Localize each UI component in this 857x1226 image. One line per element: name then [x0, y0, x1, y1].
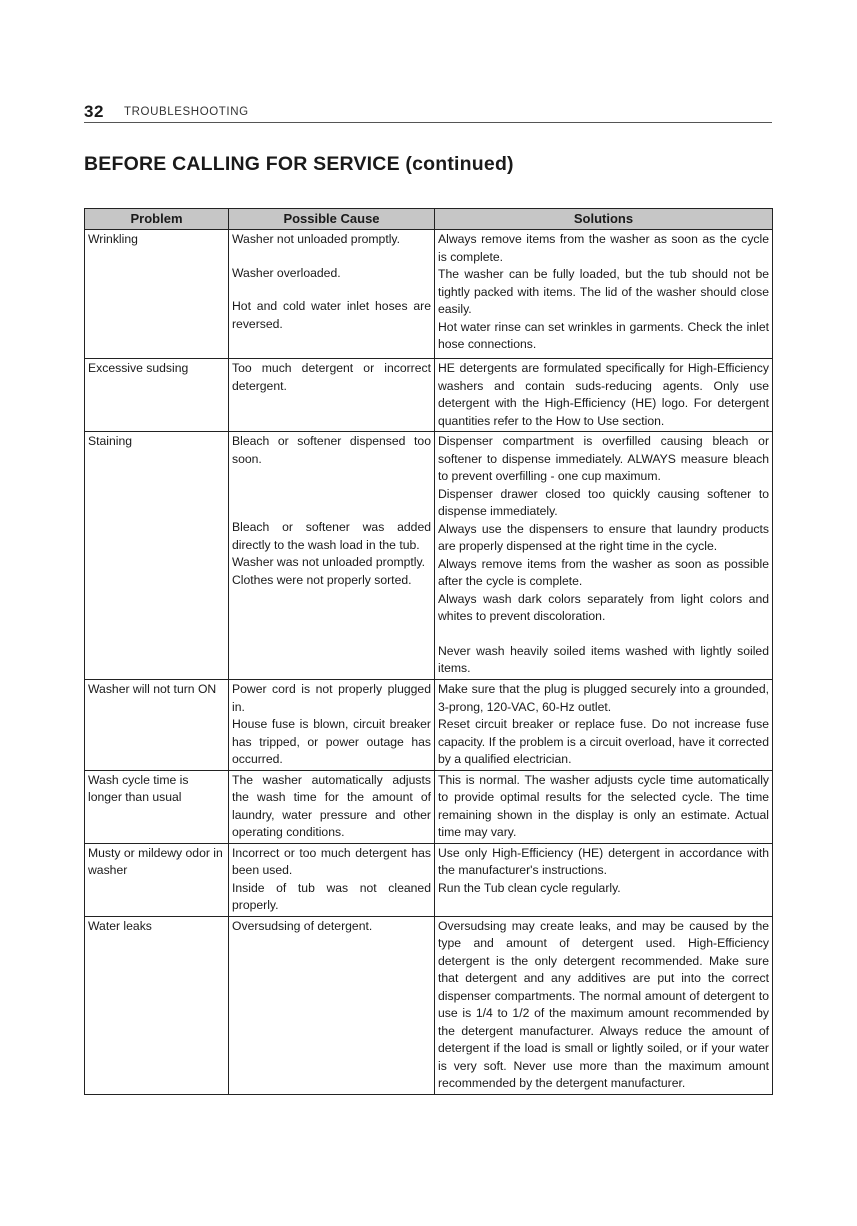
solution-text: Always use the dispensers to ensure that laundry products are properly dispensed at the right time in the cycle. [438, 521, 769, 553]
problem-cell: Wash cycle time is longer than usual [85, 770, 229, 843]
solution-text: Always wash dark colors separately from light colors and whites to prevent discoloration. [438, 591, 769, 623]
cause-text: Incorrect or too much detergent has been used. [232, 845, 431, 877]
cause-text: The washer automatically adjusts the wash time for the amount of laundry, water pressure and other operating conditions. [232, 772, 431, 839]
solution-text: Always remove items from the washer as soon as the cycle is complete. [438, 232, 769, 264]
cause-text: Bleach or softener dispensed too soon. [232, 434, 431, 466]
page-number: 32 [84, 102, 104, 121]
solution-text: Never wash heavily soiled items washed with lightly soiled items. [438, 643, 769, 675]
solution-cell [435, 680, 773, 771]
cause-text: Oversudsing of detergent. [232, 918, 373, 933]
table-row [85, 843, 773, 916]
section-label: TROUBLESHOOTING [124, 106, 249, 118]
cause-cell [229, 843, 435, 916]
table-row [85, 359, 773, 432]
problem-cell: Wrinkling [85, 230, 229, 359]
solution-text: Run the Tub clean cycle regularly. [438, 880, 621, 895]
solution-text: HE detergents are formulated specifically for High-Efficiency washers and contain suds-reducing agents. Only use detergent with the High-Efficiency (HE) logo. For detergent quantities refer to the How to Use section. [438, 361, 769, 428]
solution-text: Use only High-Efficiency (HE) detergent in accordance with the manufacturer's instructions. [438, 845, 769, 877]
troubleshooting-table [84, 208, 773, 1095]
solution-text: Dispenser drawer closed too quickly causing softener to dispense immediately. [438, 486, 769, 518]
solution-cell [435, 432, 773, 680]
column-header-solutions: Solutions [435, 209, 773, 230]
column-header-cause: Possible Cause [229, 209, 435, 230]
problem-cell: Musty or mildewy odor in washer [85, 843, 229, 916]
cause-cell [229, 916, 435, 1094]
page-header [84, 100, 772, 123]
cause-text: Washer was not unloaded promptly. [232, 555, 426, 569]
cause-cell [229, 359, 435, 432]
column-header-problem: Problem [85, 209, 229, 230]
cause-text: Power cord is not properly plugged in. [232, 682, 431, 714]
solution-text: Reset circuit breaker or replace fuse. Do not increase fuse capacity. If the problem is a circuit overload, have it corrected by a qualified electrician. [438, 717, 769, 766]
cause-text: House fuse is blown, circuit breaker has tripped, or power outage has occurred. [232, 717, 431, 766]
problem-cell: Staining [85, 432, 229, 680]
table-row [85, 230, 773, 359]
solution-cell [435, 359, 773, 432]
cause-text: Bleach or softener was added directly to the wash load in the tub. [232, 520, 431, 552]
table-row [85, 770, 773, 843]
solution-text: Always remove items from the washer as soon as possible after the cycle is complete. [438, 556, 769, 588]
solution-text: Oversudsing may create leaks, and may be caused by the type and amount of detergent used. High-Efficiency detergent is the only detergent recommended. Make sure that detergent and any additives are put into the correct dispenser compartments. The normal amount of detergent to use is 1/4 to 1/2 of the maximum amount recommended by the detergent manufacturer. Always reduce the amount of detergent if the load is small or lightly soiled, or if your water is very soft. Never use more than the maximum amount recommended by the detergent manufacturer. [438, 918, 769, 1090]
problem-cell: Washer will not turn ON [85, 680, 229, 771]
table-header-row [85, 209, 773, 230]
solution-text: Make sure that the plug is plugged securely into a grounded, 3-prong, 120-VAC, 60-Hz outlet. [438, 682, 769, 714]
cause-cell [229, 230, 435, 359]
solution-text: The washer can be fully loaded, but the tub should not be tightly packed with items. The lid of the washer should close easily. [438, 267, 769, 316]
problem-cell: Water leaks [85, 916, 229, 1094]
cause-cell [229, 432, 435, 680]
cause-text: Washer overloaded. [232, 265, 341, 280]
table-row [85, 432, 773, 680]
solution-text: Dispenser compartment is overfilled causing bleach or softener to dispense immediately. ALWAYS measure bleach to prevent overfilling - one cup maximum. [438, 434, 769, 483]
table-row [85, 680, 773, 771]
solution-text: Hot water rinse can set wrinkles in garments. Check the inlet hose connections. [438, 319, 769, 351]
solution-cell [435, 770, 773, 843]
table-row [85, 916, 773, 1094]
cause-text: Too much detergent or incorrect detergent. [232, 361, 431, 393]
cause-text: Hot and cold water inlet hoses are reversed. [232, 299, 431, 331]
cause-cell [229, 770, 435, 843]
problem-cell: Excessive sudsing [85, 359, 229, 432]
solution-cell [435, 230, 773, 359]
solution-cell [435, 916, 773, 1094]
cause-text: Washer not unloaded promptly. [232, 232, 401, 246]
solution-cell [435, 843, 773, 916]
page-title: BEFORE CALLING FOR SERVICE (continued) [84, 153, 514, 175]
solution-text: This is normal. The washer adjusts cycle time automatically to provide optimal results for the selected cycle. The time remaining shown in the display is only an estimate. Actual time may vary. [438, 772, 769, 839]
cause-cell [229, 680, 435, 771]
cause-text: Inside of tub was not cleaned properly. [232, 880, 431, 912]
cause-text: Clothes were not properly sorted. [232, 572, 412, 587]
